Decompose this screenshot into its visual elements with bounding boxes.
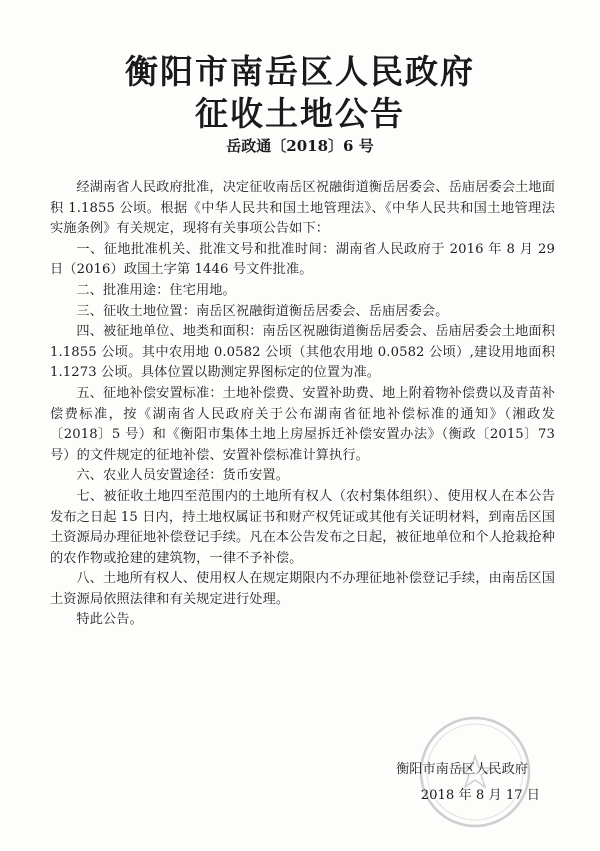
item-1-paragraph: 一、征地批准机关、批准文号和批准时间：湖南省人民政府于 2016 年 8 月 29 日（2016）政国土字第 1446 号文件批准。 <box>50 241 555 278</box>
item-2-paragraph: 二、批准用途：住宅用地。 <box>76 282 236 298</box>
document-number: 岳政通〔2018〕6 号 <box>226 137 374 155</box>
item-8-paragraph: 八、土地所有权人、使用权人在规定期限内不办理征地补偿登记手续，由南岳区国土资源局依照法律和有关规定进行处理。 <box>50 571 555 607</box>
issuer-signature: 衡阳市南岳区人民政府 <box>396 762 528 777</box>
intro-paragraph: 经湖南省人民政府批准，决定征收南岳区祝融街道衡岳居委会、岳庙居委会土地面积 1.1855 公顷。根据《中华人民共和国土地管理法》、《中华人民共和国土地管理法实施条例》有关规定，现将有关事项公告如下： <box>50 180 555 237</box>
notice-body <box>50 178 555 631</box>
item-3-paragraph: 三、征收土地位置：南岳区祝融街道衡岳居委会、岳庙居委会。 <box>76 303 449 319</box>
notice-title: 征收土地公告 <box>195 94 405 133</box>
closing-paragraph: 特此公告。 <box>76 612 143 628</box>
item-4-paragraph: 四、被征地单位、地类和面积：南岳区祝融街道衡岳居委会、岳庙居委会土地面积 1.1855 公顷。其中农用地 0.0582 公顷（其他农用地 0.0582 公顷）,建设用地面积 1.1273 公顷。具体位置以勘测定界图标定的位置为准。 <box>50 324 555 381</box>
item-7-paragraph: 七、被征收土地四至范围内的土地所有权人（农村集体组织）、使用权人在本公告发布之日起 15 日内，持土地权属证书和财产权凭证或其他有关证明材料，到南岳区国土资源局办理征地补偿登记手续。凡在本公告发布之日起，被征地单位和个人抢栽抢种的农作物或抢建的建筑物，一律不予补偿。 <box>50 488 555 566</box>
issuer-title: 衡阳市南岳区人民政府 <box>125 52 475 91</box>
item-5-paragraph: 五、征地补偿安置标准：土地补偿费、安置补助费、地上附着物补偿费以及青苗补偿费标准，按《湖南省人民政府关于公布湖南省征地补偿标准的通知》（湘政发〔2018〕5 号）和《衡阳市集体土地上房屋拆迁补偿安置办法》（衡政〔2015〕73 号）的文件规定的征地补偿、安置补偿标准计算执行。 <box>50 385 555 463</box>
item-6-paragraph: 六、农业人员安置途径：货币安置。 <box>76 468 289 484</box>
issue-date: 2018 年 8 月 17 日 <box>420 788 540 803</box>
